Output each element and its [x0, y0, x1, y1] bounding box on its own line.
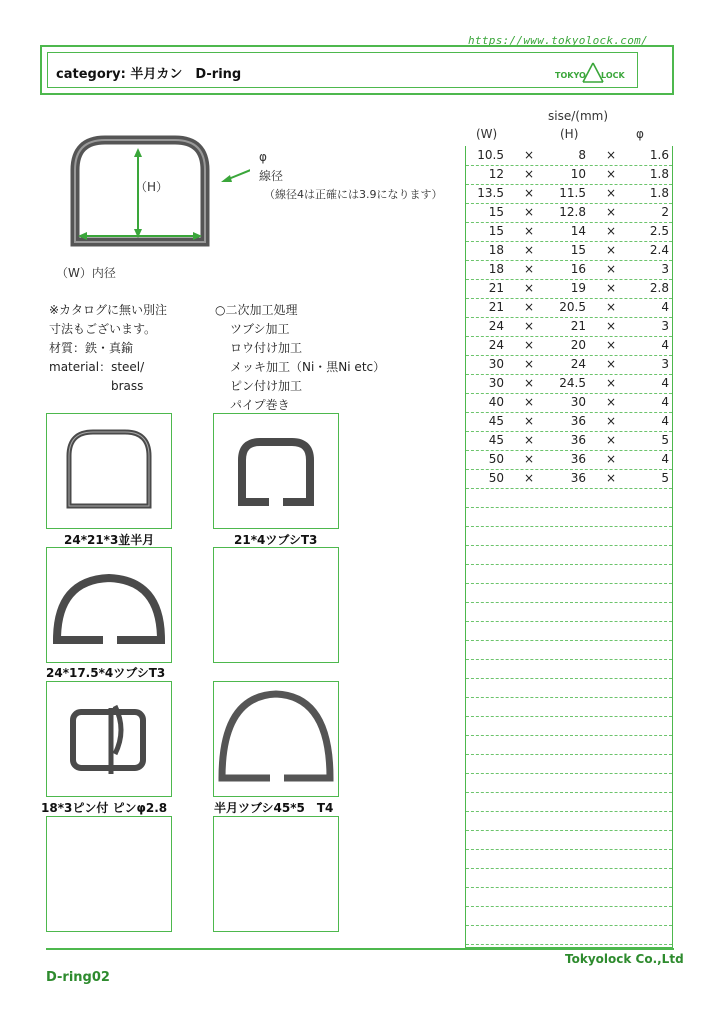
cell-w: 15: [488, 205, 504, 219]
row-divider: [466, 621, 672, 622]
row-divider: [466, 944, 672, 945]
cell-phi: 2.4: [649, 243, 669, 257]
d-ring-diagram: [50, 130, 250, 270]
cell-h: 36: [570, 433, 586, 447]
cell-times: ×: [606, 281, 617, 295]
cell-times: ×: [524, 281, 535, 295]
product-box: [213, 547, 339, 663]
table-units: sise/(mm): [548, 109, 609, 123]
cell-h: 20.5: [559, 300, 586, 314]
cell-w: 30: [488, 376, 504, 390]
cell-times: ×: [524, 243, 535, 257]
cell-times: ×: [524, 319, 535, 333]
cell-w: 24: [488, 319, 504, 333]
cell-h: 20: [570, 338, 586, 352]
h-dimension-label: （H）: [135, 180, 169, 194]
row-divider: [466, 203, 672, 204]
product-caption: 半月ツブシ45*5 T4: [214, 801, 334, 815]
d-ring-image: [214, 414, 338, 528]
note-line: 材質：鉄・真鍮: [49, 341, 134, 355]
note-line: material：steel/: [49, 360, 145, 374]
cell-w: 50: [488, 471, 504, 485]
product-caption: 21*4ツブシT3: [234, 533, 318, 547]
cell-w: 30: [488, 357, 504, 371]
cell-times: ×: [606, 319, 617, 333]
note-line: 寸法もございます。: [49, 322, 157, 336]
row-divider: [466, 393, 672, 394]
d-ring-image: [214, 682, 338, 796]
notes-right: [215, 301, 385, 415]
product-box: [46, 816, 172, 932]
note-line: brass: [111, 379, 144, 393]
row-divider: [466, 222, 672, 223]
row-divider: [466, 906, 672, 907]
cell-phi: 5: [661, 471, 669, 485]
cell-times: ×: [524, 376, 535, 390]
website-url[interactable]: https://www.tokyolock.com/: [468, 34, 648, 47]
note-line: メッキ加工（Ni・黒Ni etc）: [230, 360, 386, 374]
row-divider: [466, 792, 672, 793]
cell-times: ×: [606, 262, 617, 276]
cell-h: 24.5: [559, 376, 586, 390]
cell-h: 21: [570, 319, 586, 333]
d-ring-image: [47, 414, 171, 528]
cell-phi: 4: [661, 338, 669, 352]
row-divider: [466, 830, 672, 831]
row-divider: [466, 773, 672, 774]
row-divider: [466, 507, 672, 508]
cell-h: 12.8: [559, 205, 586, 219]
cell-h: 24: [570, 357, 586, 371]
col-header-phi: φ: [636, 127, 644, 141]
product-box: [46, 547, 172, 663]
row-divider: [466, 640, 672, 641]
row-divider: [466, 868, 672, 869]
cell-w: 13.5: [477, 186, 504, 200]
row-divider: [466, 697, 672, 698]
phi-symbol: φ: [259, 150, 267, 164]
cell-times: ×: [524, 452, 535, 466]
cell-times: ×: [524, 205, 535, 219]
footer-divider: [46, 948, 674, 950]
cell-phi: 4: [661, 452, 669, 466]
cell-times: ×: [524, 300, 535, 314]
cell-times: ×: [524, 338, 535, 352]
cell-w: 18: [488, 262, 504, 276]
product-box: [213, 681, 339, 797]
cell-h: 14: [570, 224, 586, 238]
cell-times: ×: [606, 376, 617, 390]
cell-times: ×: [524, 471, 535, 485]
w-dimension-label: （W）内径: [56, 266, 116, 280]
row-divider: [466, 488, 672, 489]
cell-w: 45: [488, 433, 504, 447]
cell-h: 19: [570, 281, 586, 295]
row-divider: [466, 545, 672, 546]
wire-diameter-label: 線径: [259, 169, 284, 183]
cell-times: ×: [606, 414, 617, 428]
row-divider: [466, 583, 672, 584]
cell-phi: 4: [661, 414, 669, 428]
cell-times: ×: [524, 224, 535, 238]
cell-times: ×: [524, 186, 535, 200]
cell-times: ×: [606, 167, 617, 181]
cell-h: 30: [570, 395, 586, 409]
row-divider: [466, 925, 672, 926]
cell-times: ×: [524, 357, 535, 371]
row-divider: [466, 298, 672, 299]
cell-phi: 3: [661, 357, 669, 371]
row-divider: [466, 279, 672, 280]
notes-left: [49, 301, 167, 396]
logo-text-left: TOKYO: [555, 71, 586, 80]
product-box: [213, 413, 339, 529]
product-box: [46, 681, 172, 797]
row-divider: [466, 602, 672, 603]
cell-phi: 4: [661, 395, 669, 409]
page-code: D-ring02: [46, 970, 110, 985]
cell-times: ×: [606, 186, 617, 200]
row-divider: [466, 431, 672, 432]
row-divider: [466, 754, 672, 755]
cell-h: 16: [570, 262, 586, 276]
note-line: パイプ巻き: [230, 398, 290, 412]
row-divider: [466, 450, 672, 451]
row-divider: [466, 184, 672, 185]
row-divider: [466, 811, 672, 812]
cell-times: ×: [606, 243, 617, 257]
cell-phi: 2: [661, 205, 669, 219]
row-divider: [466, 317, 672, 318]
cell-phi: 1.8: [649, 167, 669, 181]
cell-w: 21: [488, 300, 504, 314]
cell-w: 40: [488, 395, 504, 409]
row-divider: [466, 887, 672, 888]
cell-times: ×: [606, 357, 617, 371]
row-divider: [466, 849, 672, 850]
row-divider: [466, 165, 672, 166]
cell-w: 50: [488, 452, 504, 466]
cell-w: 45: [488, 414, 504, 428]
col-header-h: (H): [560, 127, 579, 141]
row-divider: [466, 260, 672, 261]
cell-w: 24: [488, 338, 504, 352]
note-line: ○二次加工処理: [215, 303, 298, 317]
cell-times: ×: [606, 452, 617, 466]
note-line: ロウ付け加工: [230, 341, 303, 355]
cell-times: ×: [524, 395, 535, 409]
wire-diameter-note: （線径4は正確には3.9になります）: [264, 188, 443, 201]
cell-w: 18: [488, 243, 504, 257]
buckle-image: [47, 682, 171, 796]
row-divider: [466, 526, 672, 527]
cell-times: ×: [606, 148, 617, 162]
row-divider: [466, 241, 672, 242]
row-divider: [466, 678, 672, 679]
size-table: [465, 146, 673, 949]
product-box: [213, 816, 339, 932]
cell-w: 10.5: [477, 148, 504, 162]
cell-times: ×: [524, 433, 535, 447]
product-caption: 24*17.5*4ツブシT3: [46, 666, 166, 680]
cell-h: 11.5: [559, 186, 586, 200]
product-caption: 24*21*3並半月: [64, 533, 155, 547]
cell-phi: 3: [661, 319, 669, 333]
row-divider: [466, 412, 672, 413]
d-ring-image: [47, 548, 171, 662]
row-divider: [466, 336, 672, 337]
product-caption: 18*3ピン付 ピンφ2.8: [41, 801, 168, 815]
cell-phi: 2.8: [649, 281, 669, 295]
cell-times: ×: [524, 148, 535, 162]
row-divider: [466, 374, 672, 375]
cell-times: ×: [606, 433, 617, 447]
cell-times: ×: [606, 300, 617, 314]
category-title: category: 半月カン D-ring: [56, 67, 242, 82]
row-divider: [466, 564, 672, 565]
cell-times: ×: [606, 471, 617, 485]
row-divider: [466, 716, 672, 717]
cell-h: 8: [578, 148, 586, 162]
col-header-w: (W): [476, 127, 498, 141]
cell-phi: 1.6: [649, 148, 669, 162]
cell-times: ×: [606, 224, 617, 238]
cell-h: 36: [570, 471, 586, 485]
cell-h: 15: [570, 243, 586, 257]
note-line: ※カタログに無い別注: [49, 303, 168, 317]
note-line: ピン付け加工: [230, 379, 303, 393]
cell-times: ×: [524, 262, 535, 276]
cell-phi: 2.5: [649, 224, 669, 238]
row-divider: [466, 469, 672, 470]
cell-h: 10: [570, 167, 586, 181]
logo-text-right: LOCK: [601, 71, 625, 80]
cell-times: ×: [606, 395, 617, 409]
note-line: ツブシ加工: [230, 322, 290, 336]
cell-w: 15: [488, 224, 504, 238]
cell-h: 36: [570, 452, 586, 466]
cell-phi: 3: [661, 262, 669, 276]
cell-times: ×: [524, 167, 535, 181]
company-name: Tokyolock Co.,Ltd: [565, 952, 684, 966]
row-divider: [466, 659, 672, 660]
cell-phi: 5: [661, 433, 669, 447]
product-box: [46, 413, 172, 529]
cell-times: ×: [606, 205, 617, 219]
cell-w: 12: [488, 167, 504, 181]
cell-phi: 4: [661, 376, 669, 390]
cell-w: 21: [488, 281, 504, 295]
cell-times: ×: [524, 414, 535, 428]
cell-h: 36: [570, 414, 586, 428]
cell-times: ×: [606, 338, 617, 352]
cell-phi: 4: [661, 300, 669, 314]
row-divider: [466, 735, 672, 736]
row-divider: [466, 355, 672, 356]
cell-phi: 1.8: [649, 186, 669, 200]
